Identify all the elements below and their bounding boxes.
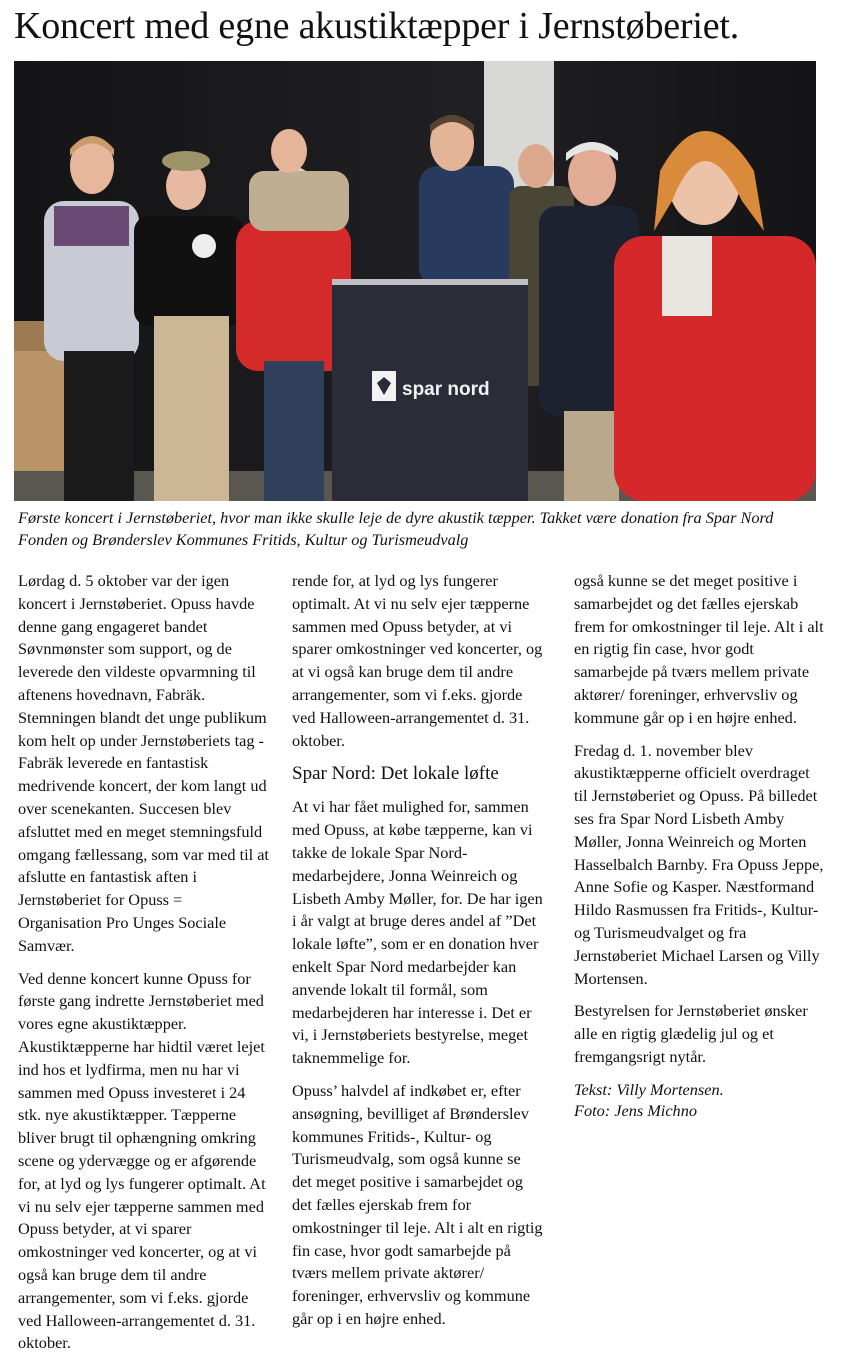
paragraph-spar-nord: At vi har fået mulighed for, sammen med Opuss, at købe tæpperne, kan vi takke de lokale Spar Nord-medarbejdere, Jonna Weinreich og Lisbeth Amby Møller, for. De har igen i år valgt at bruge deres andel af ”Det lokale løfte”, som er en donation hver enkelt Spar Nord medarbejder kan anvende lokalt til formål, som medarbejderen har interesse i. Det er vi, i Jernstøberiets bestyrelse, meget taknemmelige for. [292, 797, 543, 1068]
paragraph-opuss-funding: Opuss’ halvdel af indkøbet er, efter ansøgning, bevilliget af Brønderslev kommunes Fritids-, Kultur- og Turismeudvalg, som også kunne se det meget positive i samarbejdet og det fælles ejerskab frem for omkostninger til leje. Alt i alt en rigtig fin case, hvor godt samarbejde på tværs mellem private aktører/ foreninger, erhvervsliv og kommune går op i en højre enhed. [292, 1080, 543, 1328]
credits [574, 1079, 826, 1121]
paragraph-handover: Fredag d. 1. november blev akustiktæpperne officielt overdraget til Jernstøberiet og Opuss. På billedet ses fra Spar Nord Lisbeth Amby Møller, Jonna Weinreich og Morten Hasselbalch Barnby. Fra Opuss Jeppe, Anne Sofie og Kasper. Næstformand Hildo Rasmussen fra Fritids-, Kultur- og Turismeudvalget og fra Jernstøberiet Michael Larsen og Villy Mortensen. [574, 740, 824, 988]
paragraph-greeting: Bestyrelsen for Jernstøberiet ønsker alle en rigtig glædelig jul og et fremgangsrigt nytår. [574, 1001, 808, 1066]
headline: Koncert med egne akustiktæpper i Jernstøberiet. [14, 5, 740, 47]
paragraph-acoustic: Ved denne koncert kunne Opuss for første gang indrette Jernstøberiet med vores egne akustiktæpper. Akustiktæpperne har hidtil været lejet ind hos et lydfirma, men nu har vi sammen med Opuss investeret i 24 stk. nye akustiktæpper. Tæpperne bliver brugt til ophængning omkring scene og ydervægge og er afgørende for, at lyd og lys fungerer optimalt. At vi nu selv ejer tæpperne sammen med Opuss betyder, at vi sparer omkostninger ved koncerter, og at vi også kan bruge dem til andre arrangementer, som vi f.eks. gjorde ved Halloween-arrangementet d. 31. oktober. [18, 968, 266, 1353]
article-column-1 [18, 570, 270, 1353]
paragraph-intro: Lørdag d. 5 oktober var der igen koncert i Jernstøberiet. Opuss havde denne gang engageret bandet Søvnmønster som support, og de leverede den vildeste opvarmning til aftenens hovednavn, Fabräk. Stemningen blandt det unge publikum kom helt op under Jernstøberiets tag - Fabräk leverede en fantastisk medrivende koncert, der kom langt ud over scenekanten. Succesen blev afsluttet med en meget stemningsfuld omgang fællessang, som var med til at afslutte en fantastisk aften i Jernstøberiet for Opuss = Organisation Pro Unges Sociale Samvær. [18, 571, 269, 955]
article-column-3 [574, 570, 826, 1121]
credit-photo: Foto: Jens Michno [574, 1100, 697, 1120]
article-photo [14, 61, 816, 501]
article-column-2 [292, 570, 544, 1328]
section-subhead: Spar Nord: Det lokale løfte [292, 763, 499, 785]
credit-text: Tekst: Villy Mortensen. [574, 1079, 724, 1099]
banner-brand-text: spar nord [402, 379, 490, 400]
paragraph-acoustic-continued: rende for, at lyd og lys fungerer optimalt. At vi nu selv ejer tæpperne sammen med Opuss betyder, at vi sparer omkostninger ved koncerter, og at vi også kan bruge dem til andre arrangementer, som vi f.eks. gjorde ved Halloween-arrangementet d. 31. oktober. [292, 571, 543, 750]
photo-caption: Første koncert i Jernstøberiet, hvor man ikke skulle leje de dyre akustik tæpper. Takket være donation fra Spar Nord Fonden og Brønderslev Kommunes Fritids, Kultur og Turismeudvalg [18, 508, 774, 549]
group-photo-illustration [14, 61, 816, 501]
paragraph-funding-continued: også kunne se det meget positive i samarbejdet og det fælles ejerskab frem for omkostninger til leje. Alt i alt en rigtig fin case, hvor godt samarbejde på tværs mellem private aktører/ foreninger, erhvervsliv og kommune går op i en højre enhed. [574, 571, 824, 727]
spar-nord-banner [332, 279, 528, 501]
